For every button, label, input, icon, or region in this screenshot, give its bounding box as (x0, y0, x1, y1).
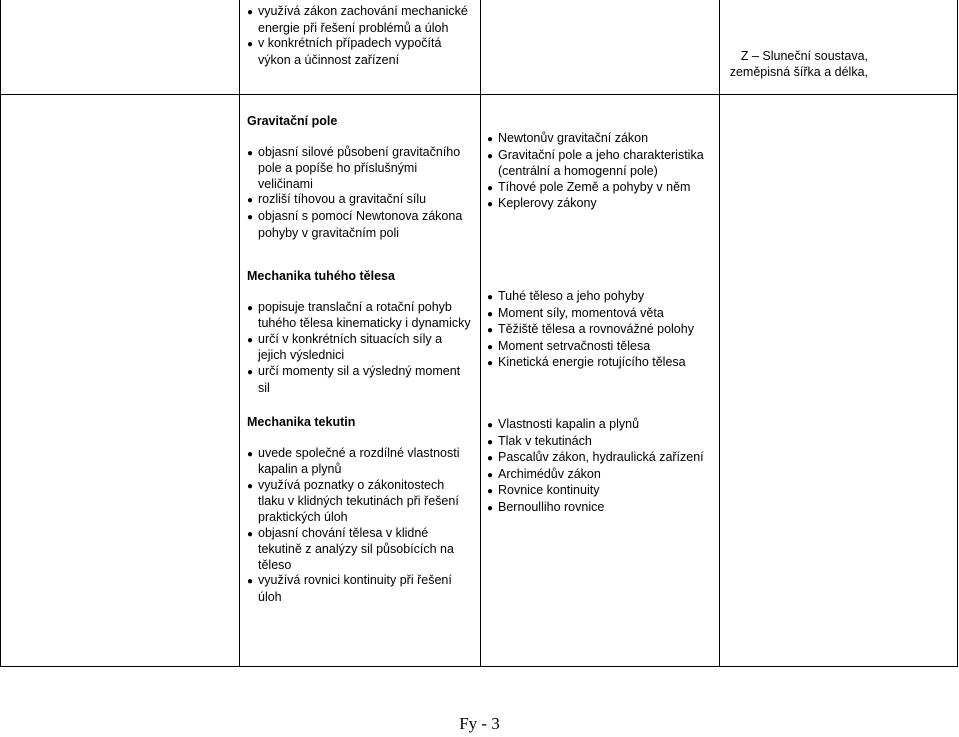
bullet-icon: ● (247, 480, 254, 492)
outcome-item: ● objasní chování tělesa v klidné tekutině z analýzy sil působících na těleso (247, 525, 454, 572)
topic-item: ● Kinetická energie rotujícího tělesa (487, 355, 712, 372)
outcome-item: ● uvede společné a rozdílné vlastnosti kapalin a plynů (247, 445, 460, 477)
bullet-icon: ● (487, 486, 494, 498)
outcomes-cell (247, 269, 472, 396)
outcomes-cell (247, 4, 472, 68)
bullet-icon: ● (487, 134, 494, 145)
section-title: Mechanika tuhého tělesa (247, 269, 395, 283)
topic-item: ● Tíhové pole Země a pohyby v něm (487, 180, 712, 197)
topic-item: ● Pascalův zákon, hydraulická zařízení (487, 450, 712, 467)
bullet-icon: ● (487, 502, 494, 514)
bullet-icon: ● (487, 292, 494, 303)
table-border-bottom (0, 666, 958, 667)
bullet-icon: ● (247, 211, 254, 223)
section-title: Gravitační pole (247, 114, 338, 128)
topics-cell (487, 289, 712, 372)
bullet-icon: ● (487, 436, 494, 448)
bullet-icon: ● (487, 453, 494, 465)
outcome-item: ● určí momenty sil a výsledný moment sil (247, 363, 461, 395)
bullet-icon: ● (247, 147, 254, 159)
bullet-icon: ● (247, 7, 254, 18)
bullet-icon: ● (487, 308, 494, 320)
bullet-icon: ● (487, 358, 494, 370)
topics-cell (487, 417, 712, 517)
table-border-right (957, 0, 958, 667)
outcomes-cell (247, 114, 472, 241)
topic-item: ● Těžiště tělesa a rovnovážné polohy (487, 322, 712, 339)
outcome-item: ● využívá rovnici kontinuity při řešení úloh (247, 573, 452, 604)
bullet-icon: ● (247, 195, 254, 207)
section-title: Mechanika tekutin (247, 415, 356, 429)
bullet-icon: ● (247, 39, 254, 51)
outcome-item: ● objasní silové působení gravitačního pole a popíše ho příslušnými veličinami (247, 144, 461, 191)
topic-item: ● Vlastnosti kapalin a plynů (487, 417, 712, 434)
column-divider (239, 0, 240, 667)
bullet-icon: ● (487, 182, 494, 194)
topic-item: ● Bernoulliho rovnice (487, 500, 712, 517)
bullet-icon: ● (247, 448, 254, 460)
topic-item: ● Tlak v tekutinách (487, 434, 712, 451)
topic-item: ● Tuhé těleso a jeho pohyby (487, 289, 712, 306)
column-divider (480, 0, 481, 667)
outcome-item: ● využívá zákon zachování mechanické energie při řešení problémů a úloh (247, 4, 468, 35)
outcome-item: ● v konkrétních případech vypočítá výkon a účinnost zařízení (247, 36, 442, 67)
topic-item: ● Newtonův gravitační zákon (487, 131, 712, 148)
topic-item: ● Keplerovy zákony (487, 196, 712, 213)
bullet-icon: ● (247, 334, 254, 346)
bullet-icon: ● (247, 528, 254, 540)
topic-item: ● Gravitační pole a jeho charakteristika (centrální a homogenní pole) (487, 147, 704, 179)
topics-cell (487, 131, 712, 213)
bullet-icon: ● (247, 366, 254, 378)
bullet-icon: ● (487, 150, 494, 162)
topic-item: ● Archimédův zákon (487, 467, 712, 484)
bullet-icon: ● (487, 325, 494, 337)
row-divider (0, 94, 958, 95)
bullet-icon: ● (247, 302, 254, 314)
column-divider (719, 0, 720, 667)
outcome-item: ● objasní s pomocí Newtonova zákona pohyby v gravitačním poli (247, 208, 463, 240)
topic-item: ● Moment setrvačnosti tělesa (487, 339, 712, 356)
bullet-icon: ● (487, 341, 494, 353)
outcome-item: ● určí v konkrétních situacích síly a jejich výslednici (247, 331, 443, 363)
cross-curricular-note: Z – Sluneční soustava, zeměpisná šířka a délka, (729, 49, 868, 79)
outcome-item: ● využívá poznatky o zákonitostech tlaku v klidných tekutinách při řešení praktických úloh (247, 477, 459, 524)
topic-item: ● Rovnice kontinuity (487, 483, 712, 500)
topic-item: ● Moment síly, momentová věta (487, 306, 712, 323)
bullet-icon: ● (247, 576, 254, 588)
outcome-item: ● popisuje translační a rotační pohyb tuhého tělesa kinematicky i dynamicky (247, 299, 471, 331)
bullet-icon: ● (487, 420, 494, 431)
bullet-icon: ● (487, 469, 494, 481)
page-footer: Fy - 3 (459, 714, 500, 733)
table-border-left (0, 0, 1, 667)
outcomes-cell (247, 415, 472, 606)
bullet-icon: ● (487, 199, 494, 211)
outcome-item: ● rozliší tíhovou a gravitační sílu (247, 192, 472, 209)
